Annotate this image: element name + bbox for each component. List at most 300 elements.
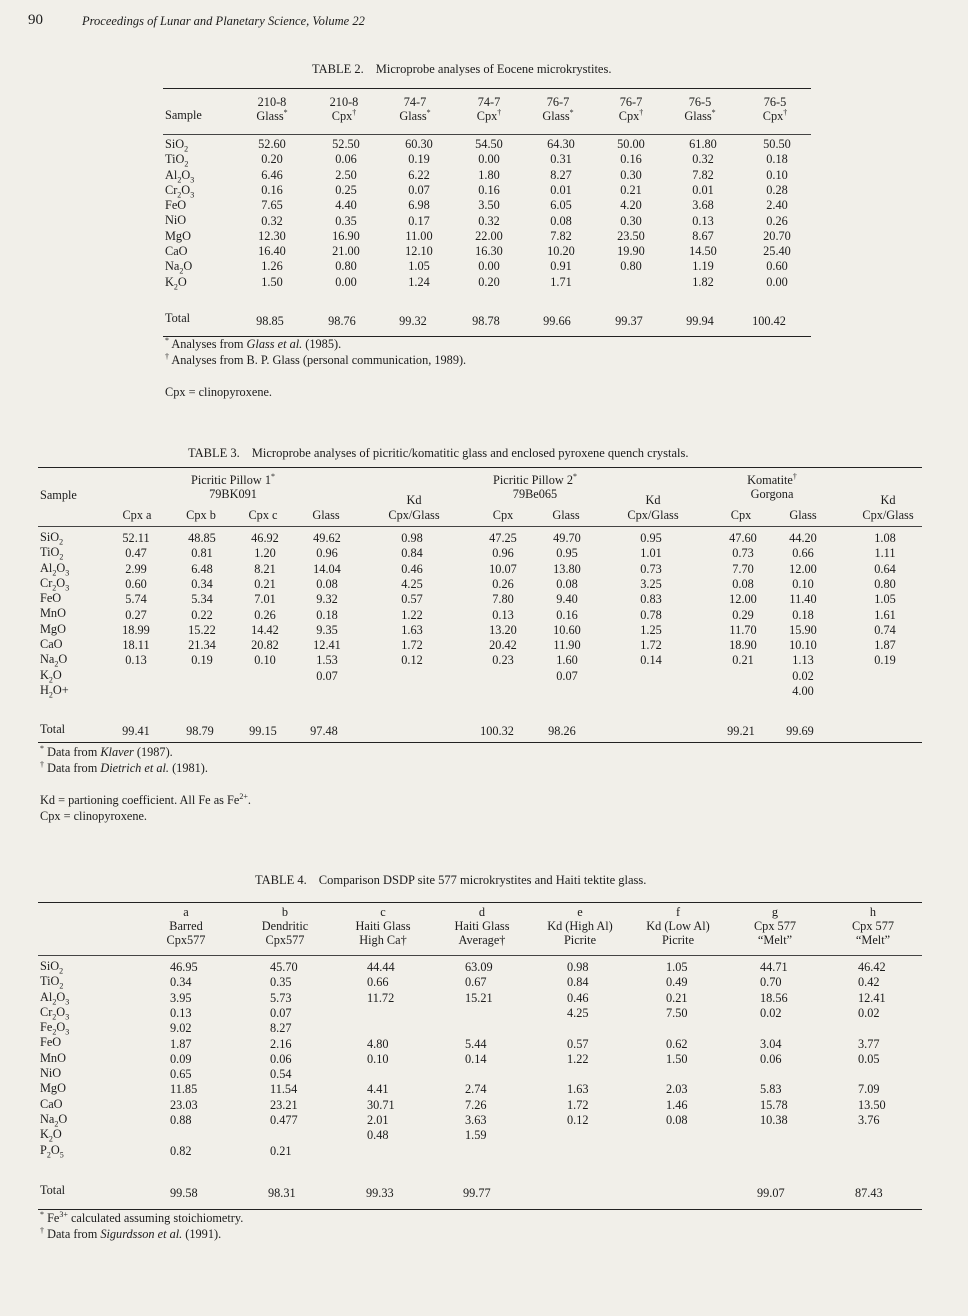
table3-cell: 0.18 bbox=[316, 607, 338, 622]
table2-cell: 0.32 bbox=[261, 213, 283, 228]
table2-cell: 0.31 bbox=[550, 152, 572, 167]
table4-col-line1: Cpx 577 bbox=[753, 919, 797, 933]
table4-col-line1: Haiti Glass bbox=[454, 919, 510, 933]
table2-cell: 52.60 bbox=[258, 137, 286, 151]
table4-cell: 0.10 bbox=[367, 1051, 389, 1066]
table2-row-label: TiO$_2$ bbox=[165, 152, 189, 169]
table4-col-line2: Cpx577 bbox=[265, 933, 305, 947]
table2-top-rule bbox=[163, 88, 811, 89]
table2-col-type: Cpx† bbox=[618, 107, 644, 123]
table2-cell: 1.71 bbox=[550, 274, 572, 289]
table2-cell: 7.82 bbox=[692, 167, 714, 182]
table3-row-label: CaO bbox=[40, 637, 63, 652]
table2-cell: 0.32 bbox=[478, 213, 500, 228]
table2-cell: 3.68 bbox=[692, 198, 714, 213]
table4-cell: 0.98 bbox=[567, 960, 589, 974]
table3-cell: 0.95 bbox=[556, 546, 578, 561]
table3-cell: 0.23 bbox=[492, 653, 514, 668]
table4-cell: 5.73 bbox=[270, 990, 292, 1005]
table4-total: 98.31 bbox=[268, 1186, 296, 1200]
table4-total: 87.43 bbox=[855, 1186, 883, 1200]
running-title: Proceedings of Lunar and Planetary Science, Volume 22 bbox=[82, 14, 365, 28]
table4-cell: 0.65 bbox=[170, 1067, 192, 1082]
table2-row-label: CaO bbox=[165, 244, 188, 259]
table3-kd-note: Kd = partioning coefficient. All Fe as $Fe^{2+}$. bbox=[40, 791, 251, 807]
table3-group-picritic-1-id: 79BK091 bbox=[209, 487, 257, 501]
table2-abbrev: Cpx = clinopyroxene. bbox=[165, 385, 272, 399]
table4-cell: 1.59 bbox=[465, 1128, 487, 1143]
table3-total: 97.48 bbox=[310, 724, 338, 738]
table4-note: † Data from Sigurdsson et al. (1991). bbox=[40, 1225, 222, 1241]
table3-total: 100.32 bbox=[480, 724, 514, 738]
table3-cell: 0.18 bbox=[792, 607, 814, 622]
table3-kd-header: Kd bbox=[406, 493, 422, 507]
table3-cell: 1.08 bbox=[874, 531, 896, 545]
table4-col-header bbox=[725, 905, 825, 947]
table4-cell: 44.71 bbox=[760, 960, 788, 974]
table3-cell: 44.20 bbox=[789, 531, 817, 545]
table4-cell: 1.46 bbox=[666, 1097, 688, 1112]
table4-row-label: TiO$_2$ bbox=[40, 974, 64, 991]
table2-cell: 0.21 bbox=[620, 182, 642, 197]
table3-total: 99.69 bbox=[786, 724, 814, 738]
table3-cell: 3.25 bbox=[640, 576, 662, 591]
table3-cell: 18.90 bbox=[729, 638, 757, 653]
table3-top-rule bbox=[38, 467, 922, 468]
table2-cell: 0.20 bbox=[478, 274, 500, 289]
table2-cell: 0.16 bbox=[261, 182, 283, 197]
table2-col-type: Glass* bbox=[399, 107, 431, 123]
table3-sample-label: Sample bbox=[40, 488, 77, 502]
table4-cell: 44.44 bbox=[367, 960, 395, 974]
table2-col-header bbox=[595, 95, 667, 123]
table3-cell: 9.35 bbox=[316, 622, 338, 637]
table2-cell: 0.80 bbox=[335, 259, 357, 274]
table2-cell: 50.50 bbox=[763, 137, 791, 151]
table4-cell: 12.41 bbox=[858, 990, 886, 1005]
table4-row-label: $P_2O_5$ bbox=[40, 1142, 64, 1160]
table3-cell: 0.81 bbox=[191, 546, 213, 561]
table3-subheader: Cpx/Glass bbox=[627, 508, 679, 522]
table3-cell: 1.63 bbox=[401, 622, 423, 637]
table4-cell: 5.44 bbox=[465, 1036, 487, 1051]
table4-cell: 46.42 bbox=[858, 960, 886, 974]
table4-cell: 4.41 bbox=[367, 1082, 389, 1097]
table2-cell: 16.40 bbox=[258, 244, 286, 259]
table2-cell: 21.00 bbox=[332, 244, 360, 259]
table3-cell: 0.10 bbox=[792, 576, 814, 591]
table4-col-line1: Haiti Glass bbox=[355, 919, 411, 933]
table3-subheader: Cpx/Glass bbox=[388, 508, 440, 522]
table4-col-line2: Cpx577 bbox=[166, 933, 206, 947]
table4-total: 99.33 bbox=[366, 1186, 394, 1200]
table3-cell: 4.00 bbox=[792, 684, 814, 698]
table2-row-label: SiO$_2$ bbox=[165, 137, 189, 154]
table2-cell: 0.00 bbox=[335, 274, 357, 289]
table2-cell: 1.80 bbox=[478, 167, 500, 182]
table3-cell: 11.40 bbox=[789, 592, 817, 607]
table4-cell: 11.72 bbox=[367, 990, 395, 1005]
table4-cell: 0.88 bbox=[170, 1113, 192, 1127]
table3-cell: 1.72 bbox=[640, 638, 662, 653]
table2-cell: 2.40 bbox=[766, 198, 788, 213]
table3-subheader: Glass bbox=[312, 508, 340, 522]
table2-cell: 0.20 bbox=[261, 152, 283, 167]
table2-cell: 0.25 bbox=[335, 182, 357, 197]
table4-cell: 0.02 bbox=[760, 1005, 782, 1020]
table3-cell: 13.20 bbox=[489, 622, 517, 637]
table4-note: * $Fe^{3+}$ calculated assuming stoichiometry. bbox=[40, 1209, 244, 1225]
table3-total: 99.21 bbox=[727, 724, 755, 738]
table4-cell: 11.85 bbox=[170, 1082, 198, 1097]
table4-col-line2: “Melt” bbox=[855, 933, 891, 947]
table4-col-letter: c bbox=[380, 905, 386, 919]
table4-cell: 0.34 bbox=[170, 975, 192, 990]
table4-cell: 2.74 bbox=[465, 1082, 487, 1097]
table3-cell: 0.95 bbox=[640, 531, 662, 545]
table2-cell: 14.50 bbox=[689, 244, 717, 259]
table3-cell: 1.01 bbox=[640, 546, 662, 561]
table2-cell: 0.18 bbox=[766, 152, 788, 167]
table4-cell: 23.03 bbox=[170, 1097, 198, 1112]
table4-cell: 45.70 bbox=[270, 960, 298, 974]
table3-cell: 18.99 bbox=[122, 622, 150, 637]
table3-cell: 0.26 bbox=[254, 607, 276, 622]
table3-row-label: MnO bbox=[40, 606, 66, 621]
table4-cell: 13.50 bbox=[858, 1097, 886, 1112]
table4-cell: 0.66 bbox=[367, 975, 389, 990]
table2-total-label: Total bbox=[165, 311, 191, 325]
table2-col-id: 74-7 bbox=[477, 95, 501, 109]
table4-col-letter: e bbox=[577, 905, 583, 919]
table2-col-id: 76-5 bbox=[688, 95, 712, 109]
table2-cell: 10.20 bbox=[547, 244, 575, 259]
table3-cell: 0.08 bbox=[556, 576, 578, 591]
table3-cell: 10.07 bbox=[489, 561, 517, 576]
table2-total: 98.76 bbox=[328, 314, 356, 328]
table4-row-label: $Cr_2O_3$ bbox=[40, 1004, 70, 1022]
table2-cell: 8.67 bbox=[692, 228, 714, 243]
table4-cell: 8.27 bbox=[270, 1021, 292, 1036]
table2-cell: 0.80 bbox=[620, 259, 642, 274]
table2-col-id: 76-5 bbox=[763, 95, 787, 109]
table4-top-rule bbox=[38, 902, 922, 903]
table3-cell: 0.22 bbox=[191, 607, 213, 622]
table3-cell: 0.16 bbox=[556, 607, 578, 622]
table4-cell: 46.95 bbox=[170, 960, 198, 974]
table4-cell: 30.71 bbox=[367, 1097, 395, 1112]
table3-total: 98.79 bbox=[186, 724, 214, 738]
table4-col-line1: Dendritic bbox=[261, 919, 309, 933]
table3-cell: 0.19 bbox=[874, 653, 896, 668]
table3-cell: 7.80 bbox=[492, 592, 514, 607]
table4-cell: 3.63 bbox=[465, 1113, 487, 1127]
table4-cell: 0.02 bbox=[858, 1005, 880, 1020]
table3-cell: 14.42 bbox=[251, 622, 279, 637]
table3-caption bbox=[188, 446, 688, 461]
table3-cell: 0.27 bbox=[125, 607, 147, 622]
table2-cell: 6.46 bbox=[261, 167, 283, 182]
table2-row-label: $Al_2O_3$ bbox=[165, 167, 195, 185]
table3-note: * Data from Klaver (1987). bbox=[40, 743, 173, 759]
table2-cell: 8.27 bbox=[550, 167, 572, 182]
table2-total: 100.42 bbox=[752, 314, 786, 328]
table3-row-labels bbox=[40, 530, 69, 698]
table2-cell: 0.06 bbox=[335, 152, 357, 167]
table3-group-komatite-name: Komatite† bbox=[747, 471, 797, 487]
table4-col-letter: d bbox=[478, 905, 486, 919]
table3-subheader: Cpx bbox=[730, 508, 752, 522]
table4-cell: 0.57 bbox=[567, 1036, 589, 1051]
table3-cell: 1.72 bbox=[401, 638, 423, 653]
table4-col-letter: b bbox=[281, 905, 289, 919]
table3-row-label: TiO$_2$ bbox=[40, 545, 64, 562]
table4-cell: 1.72 bbox=[567, 1097, 589, 1112]
table4-col-line1: Cpx 577 bbox=[851, 919, 895, 933]
table2-row-label: $Na_2O$ bbox=[165, 259, 193, 276]
table3-cell: 21.34 bbox=[188, 638, 216, 653]
table2-col-type: Cpx† bbox=[476, 107, 502, 123]
table4-col-header bbox=[333, 905, 433, 947]
table4-col-header bbox=[628, 905, 728, 947]
table3-total: 99.41 bbox=[122, 724, 150, 738]
page-number: 90 bbox=[28, 12, 43, 28]
table4-row-label: $Na_2O$ bbox=[40, 1111, 68, 1129]
table3-cell: 0.07 bbox=[316, 668, 338, 683]
table2-cell: 64.30 bbox=[547, 137, 575, 151]
table4-col-letter: h bbox=[869, 905, 877, 919]
table2-cell: 20.70 bbox=[763, 228, 791, 243]
table2-total: 99.94 bbox=[686, 314, 714, 328]
table3-cell: 18.11 bbox=[122, 638, 150, 653]
table3-cell: 1.61 bbox=[874, 607, 896, 622]
table4-cell: 0.62 bbox=[666, 1036, 688, 1051]
table4-row-labels bbox=[40, 959, 69, 1158]
table3-kd-header: Kd bbox=[645, 493, 661, 507]
table3-cell: 5.34 bbox=[191, 592, 213, 607]
table2-cell: 1.24 bbox=[408, 274, 430, 289]
table2-cell: 22.00 bbox=[475, 228, 503, 243]
table2-title: Microprobe analyses of Eocene microkrystites. bbox=[375, 62, 612, 76]
table2-col-header bbox=[308, 95, 380, 123]
table3-cell: 0.26 bbox=[492, 576, 514, 591]
table3-cell: 1.53 bbox=[316, 653, 338, 668]
table3-subheader: Cpx bbox=[492, 508, 514, 522]
table2-cell: 0.32 bbox=[692, 152, 714, 167]
table3-subheader: Cpx a bbox=[122, 508, 152, 522]
table2-note: * Analyses from Glass et al. (1985). bbox=[165, 335, 342, 351]
table3-cell: 1.20 bbox=[254, 546, 276, 561]
table3-cell: 2.99 bbox=[125, 561, 147, 576]
table3-group-picritic-2-name: Picritic Pillow 2* bbox=[493, 471, 577, 487]
table2-cell: 16.90 bbox=[332, 228, 360, 243]
table4-cell: 7.09 bbox=[858, 1082, 880, 1097]
table2-cell: 52.50 bbox=[332, 137, 360, 151]
table3-cell: 0.73 bbox=[732, 546, 754, 561]
table4-col-letter: g bbox=[771, 905, 779, 919]
table4-row-label: CaO bbox=[40, 1096, 63, 1111]
table4-cell: 1.05 bbox=[666, 960, 688, 974]
table2-header-rule bbox=[163, 134, 811, 135]
table3-kd-header: Kd bbox=[880, 493, 896, 507]
table3-cell: 7.01 bbox=[254, 592, 276, 607]
table2-cell: 1.19 bbox=[692, 259, 714, 274]
table4-label: TABLE 4. bbox=[255, 873, 307, 887]
table4-cell: 1.22 bbox=[567, 1051, 589, 1066]
table4-col-line2: High Ca† bbox=[359, 933, 407, 947]
table3-cell: 15.22 bbox=[188, 622, 216, 637]
table2-col-header bbox=[236, 95, 308, 123]
table4-cell: 0.12 bbox=[567, 1113, 589, 1127]
table4-cell: 0.46 bbox=[567, 990, 589, 1005]
table3-cell: 20.82 bbox=[251, 638, 279, 653]
table3-cell: 12.00 bbox=[789, 561, 817, 576]
table4-row-label: $Al_2O_3$ bbox=[40, 989, 70, 1007]
table4-row-label: NiO bbox=[40, 1066, 62, 1081]
table2-cell: 0.01 bbox=[550, 182, 572, 197]
table4-cell: 0.14 bbox=[465, 1051, 487, 1066]
table2-col-type: Glass* bbox=[684, 107, 716, 123]
table3-cell: 1.13 bbox=[792, 653, 814, 668]
table2-cell: 4.20 bbox=[620, 198, 642, 213]
table2-cell: 25.40 bbox=[763, 244, 791, 259]
table4-cell: 0.05 bbox=[858, 1051, 880, 1066]
kd-note-text: Kd = partioning coefficient. All Fe as Fe bbox=[40, 793, 240, 807]
table3-group-komatite bbox=[692, 473, 852, 501]
table4-cell: 63.09 bbox=[465, 960, 493, 974]
table4-cell: 1.87 bbox=[170, 1036, 192, 1051]
table4-cell: 5.83 bbox=[760, 1082, 782, 1097]
table3-row-label: SiO$_2$ bbox=[40, 530, 64, 547]
table3-cell: 12.41 bbox=[313, 638, 341, 653]
table3-cell: 0.29 bbox=[732, 607, 754, 622]
table3-cell: 1.87 bbox=[874, 638, 896, 653]
table2-cell: 0.07 bbox=[408, 182, 430, 197]
table3-row-label: FeO bbox=[40, 591, 62, 606]
table2-cell: 0.01 bbox=[692, 182, 714, 197]
table2-total: 99.37 bbox=[615, 314, 643, 328]
table4-cell: 0.07 bbox=[270, 1005, 292, 1020]
table3-cell: 47.60 bbox=[729, 531, 757, 545]
table3-cell: 20.42 bbox=[489, 638, 517, 653]
table2-cell: 0.00 bbox=[478, 152, 500, 167]
table2-row-label: $Cr_2O_3$ bbox=[165, 182, 195, 200]
table4-cell: 0.13 bbox=[170, 1005, 192, 1020]
table4-cell: 7.26 bbox=[465, 1097, 487, 1112]
table2-note: † Analyses from B. P. Glass (personal communication, 1989). bbox=[165, 351, 467, 367]
table3-cell: 12.00 bbox=[729, 592, 757, 607]
table2-cell: 23.50 bbox=[617, 228, 645, 243]
table3-cell: 5.74 bbox=[125, 592, 147, 607]
table4-col-line1: Barred bbox=[169, 919, 203, 933]
table2-cell: 1.82 bbox=[692, 274, 714, 289]
table2-col-header bbox=[453, 95, 525, 123]
table2-cell: 12.10 bbox=[405, 244, 433, 259]
table3-cell: 48.85 bbox=[188, 531, 216, 545]
table4-cell: 2.16 bbox=[270, 1036, 292, 1051]
table2-row-label: NiO bbox=[165, 213, 187, 228]
table4-cell: 15.78 bbox=[760, 1097, 788, 1112]
table3-cell: 0.60 bbox=[125, 576, 147, 591]
table2-cell: 1.05 bbox=[408, 259, 430, 274]
table4-row-label: FeO bbox=[40, 1035, 62, 1050]
table4-cell: 0.06 bbox=[760, 1051, 782, 1066]
table2-cell: 6.98 bbox=[408, 198, 430, 213]
table2-cell: 2.50 bbox=[335, 167, 357, 182]
table2-col-header bbox=[739, 95, 811, 123]
table2-col-id: 74-7 bbox=[403, 95, 427, 109]
table4-cell: 0.54 bbox=[270, 1067, 292, 1082]
table3-group-picritic-2-id: 79Be065 bbox=[512, 487, 558, 501]
table4-cell: 0.49 bbox=[666, 975, 688, 990]
table3-cell: 11.70 bbox=[729, 622, 757, 637]
table2-cell: 0.91 bbox=[550, 259, 572, 274]
table2-col-header bbox=[379, 95, 451, 123]
table3-cell: 1.11 bbox=[874, 546, 896, 561]
table4-col-letter: a bbox=[183, 905, 189, 919]
table2-cell: 0.08 bbox=[550, 213, 572, 228]
table3-cell: 11.90 bbox=[553, 638, 581, 653]
table3-subheader: Cpx/Glass bbox=[862, 508, 914, 522]
table2-cell: 0.26 bbox=[766, 213, 788, 228]
table2-cell: 50.00 bbox=[617, 137, 645, 151]
table2-total: 99.32 bbox=[399, 314, 427, 328]
table3-cell: 52.11 bbox=[122, 531, 150, 545]
table3-cell: 0.21 bbox=[254, 576, 276, 591]
table2-cell: 7.65 bbox=[261, 198, 283, 213]
table4-cell: 11.54 bbox=[270, 1082, 298, 1097]
table3-bottom-rule bbox=[38, 742, 922, 743]
table3-group-komatite-id: Gorgona bbox=[750, 487, 794, 501]
table3-cell: 8.21 bbox=[254, 561, 276, 576]
table2-cell: 16.30 bbox=[475, 244, 503, 259]
table2-label: TABLE 2. bbox=[312, 62, 364, 76]
table4-cell: 0.42 bbox=[858, 975, 880, 990]
table3-total: 98.26 bbox=[548, 724, 576, 738]
table3-row-label: $Al_2O_3$ bbox=[40, 560, 70, 578]
table4-cell: 0.67 bbox=[465, 975, 487, 990]
table3-cell: 0.21 bbox=[732, 653, 754, 668]
table2-caption bbox=[312, 62, 611, 77]
table2-cell: 6.05 bbox=[550, 198, 572, 213]
table3-abbrev: Cpx = clinopyroxene. bbox=[40, 809, 147, 823]
table2-total: 99.66 bbox=[543, 314, 571, 328]
table3-cell: 0.13 bbox=[125, 653, 147, 668]
table4-total: 99.77 bbox=[463, 1186, 491, 1200]
table4-col-header bbox=[530, 905, 630, 947]
table3-cell: 0.83 bbox=[640, 592, 662, 607]
table2-cell: 0.19 bbox=[408, 152, 430, 167]
table2-col-header bbox=[664, 95, 736, 123]
table4-cell: 0.35 bbox=[270, 975, 292, 990]
table2-cell: 19.90 bbox=[617, 244, 645, 259]
table2-cell: 7.82 bbox=[550, 228, 572, 243]
table3-group-picritic-1-name: Picritic Pillow 1* bbox=[191, 471, 275, 487]
table3-label: TABLE 3. bbox=[188, 446, 240, 460]
table2-cell: 60.30 bbox=[405, 137, 433, 151]
table4-cell: 2.01 bbox=[367, 1113, 389, 1127]
table4-col-header bbox=[136, 905, 236, 947]
table3-cell: 0.46 bbox=[401, 561, 423, 576]
table3-cell: 49.70 bbox=[553, 531, 581, 545]
table3-row-label: $Cr_2O_3$ bbox=[40, 575, 70, 593]
kd-note-sup: 2+ bbox=[239, 791, 248, 801]
table4-col-line2: Average† bbox=[458, 933, 506, 947]
table4-header-rule bbox=[38, 955, 922, 956]
table4-row-label: SiO$_2$ bbox=[40, 959, 64, 976]
table3-cell: 1.05 bbox=[874, 592, 896, 607]
table2-col-type: Cpx† bbox=[762, 107, 788, 123]
